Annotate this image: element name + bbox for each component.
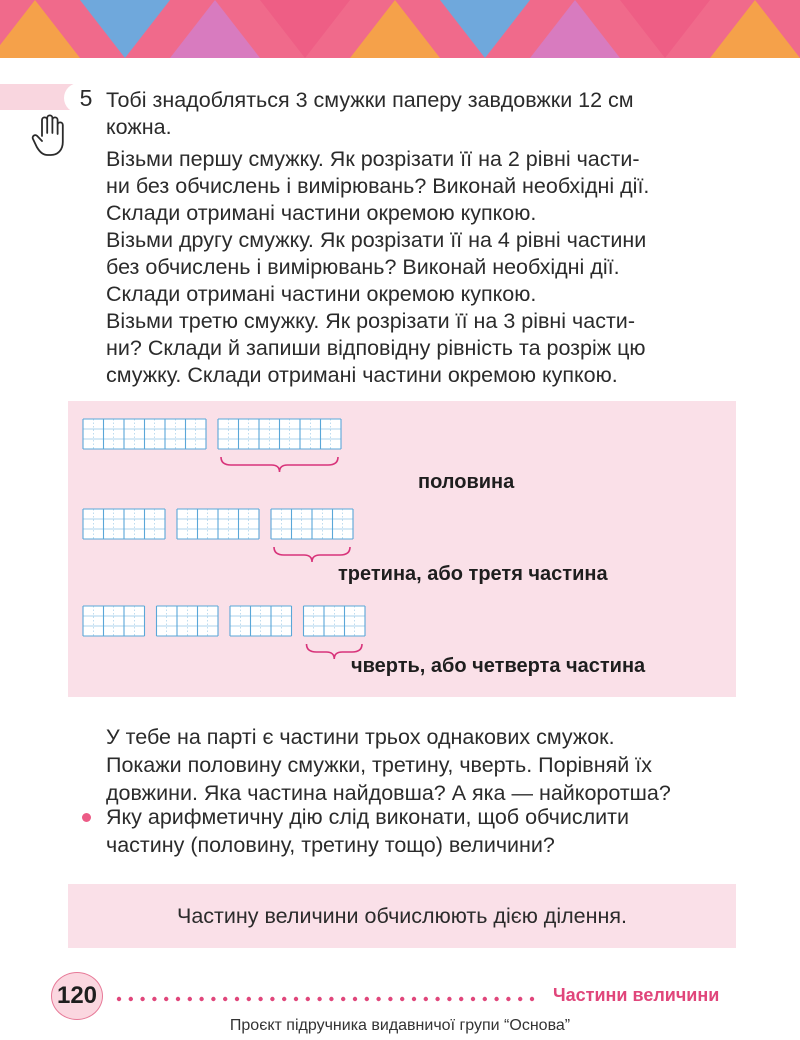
divider-dot [518, 997, 522, 1001]
footer-note: Проєкт підручника видавничої групи “Основа” [229, 1017, 571, 1034]
strip-part [218, 419, 341, 449]
strip-part [230, 606, 292, 636]
task-paragraph-2 [106, 146, 736, 227]
divider-dot [506, 997, 510, 1001]
task-paragraph-3 [106, 227, 736, 308]
divider-dot [211, 997, 215, 1001]
divider-dot [471, 997, 475, 1001]
divider-dot [365, 997, 369, 1001]
text-line: Тобі знадобляться 3 смужки паперу завдовжки 12 см [106, 88, 634, 112]
divider-dot [494, 997, 498, 1001]
text-line: ни? Склади й запиши відповідну рівність та розріж цю [106, 336, 646, 360]
divider-dot [435, 997, 439, 1001]
text-line: Покажи половину смужки, третину, чверть. Порівняй їх [106, 753, 652, 777]
divider-dot [258, 997, 262, 1001]
divider-dot [376, 997, 380, 1001]
paper-strips-panel [68, 401, 736, 697]
divider-dot [176, 997, 180, 1001]
divider-dot [329, 997, 333, 1001]
divider-dot [483, 997, 487, 1001]
text-line: Візьми першу смужку. Як розрізати її на 2 рівні части- [106, 147, 640, 171]
page-number: 120 [51, 972, 103, 1020]
caption-third: третина, або третя частина [338, 563, 608, 585]
text-line: Яку арифметичну дію слід виконати, щоб обчислити [106, 805, 630, 829]
caption-half: половина [418, 471, 515, 493]
question-1 [106, 723, 736, 807]
top-decorative-band [0, 0, 800, 58]
question-2 [106, 803, 736, 859]
caption-quarter: чверть, або четверта частина [351, 655, 646, 677]
divider-dot [353, 997, 357, 1001]
divider-dot [129, 997, 133, 1001]
bullet-dot-icon [82, 813, 91, 822]
dotted-divider [116, 996, 540, 1002]
divider-dot [117, 997, 121, 1001]
divider-dot [188, 997, 192, 1001]
divider-dot [140, 997, 144, 1001]
divider-dot [247, 997, 251, 1001]
strip-part [83, 606, 145, 636]
text-line: без обчислень і вимірювань? Виконай необхідні дії. [106, 255, 620, 279]
divider-dot [152, 997, 156, 1001]
divider-dot [424, 997, 428, 1001]
task-paragraph-1 [106, 87, 736, 141]
paper-strips-illustration [68, 401, 736, 697]
divider-dot [199, 997, 203, 1001]
divider-dot [282, 997, 286, 1001]
section-title: Частини величини [553, 985, 720, 1005]
text-line: Візьми другу смужку. Як розрізати її на 4 рівні частини [106, 228, 647, 252]
divider-dot [317, 997, 321, 1001]
divider-dot [235, 997, 239, 1001]
strip-part [271, 509, 353, 539]
strip-part [157, 606, 219, 636]
divider-dot [459, 997, 463, 1001]
text-line: смужку. Склади отримані частини окремою купкою. [106, 363, 618, 387]
curly-brace [221, 457, 338, 472]
strip-part [83, 419, 206, 449]
divider-dot [341, 997, 345, 1001]
divider-dot [223, 997, 227, 1001]
task-paragraph-4 [106, 308, 736, 389]
divider-dot [164, 997, 168, 1001]
text-line: кожна. [106, 115, 172, 139]
task-number: 5 [64, 83, 108, 113]
curly-brace [274, 547, 350, 562]
text-line: У тебе на парті є частини трьох однакових смужок. [106, 725, 615, 749]
text-line: частину (половину, третину тощо) величини? [106, 833, 555, 857]
divider-dot [447, 997, 451, 1001]
divider-dot [412, 997, 416, 1001]
strip-part [83, 509, 165, 539]
divider-dot [270, 997, 274, 1001]
hand-pointer-icon [30, 114, 66, 158]
divider-dot [530, 997, 534, 1001]
text-line: ни без обчислень і вимірювань? Виконай необхідні дії. [106, 174, 650, 198]
divider-dot [306, 997, 310, 1001]
text-line: довжини. Яка частина найдовша? А яка — найкоротша? [106, 781, 671, 805]
text-line: Візьми третю смужку. Як розрізати її на 3 рівні части- [106, 309, 635, 333]
strip-part [177, 509, 259, 539]
strip-part [304, 606, 366, 636]
divider-dot [388, 997, 392, 1001]
divider-dot [294, 997, 298, 1001]
rule-box: Частину величини обчислюють дією ділення. [68, 884, 736, 948]
divider-dot [400, 997, 404, 1001]
text-line: Склади отримані частини окремою купкою. [106, 201, 537, 225]
text-line: Склади отримані частини окремою купкою. [106, 282, 537, 306]
